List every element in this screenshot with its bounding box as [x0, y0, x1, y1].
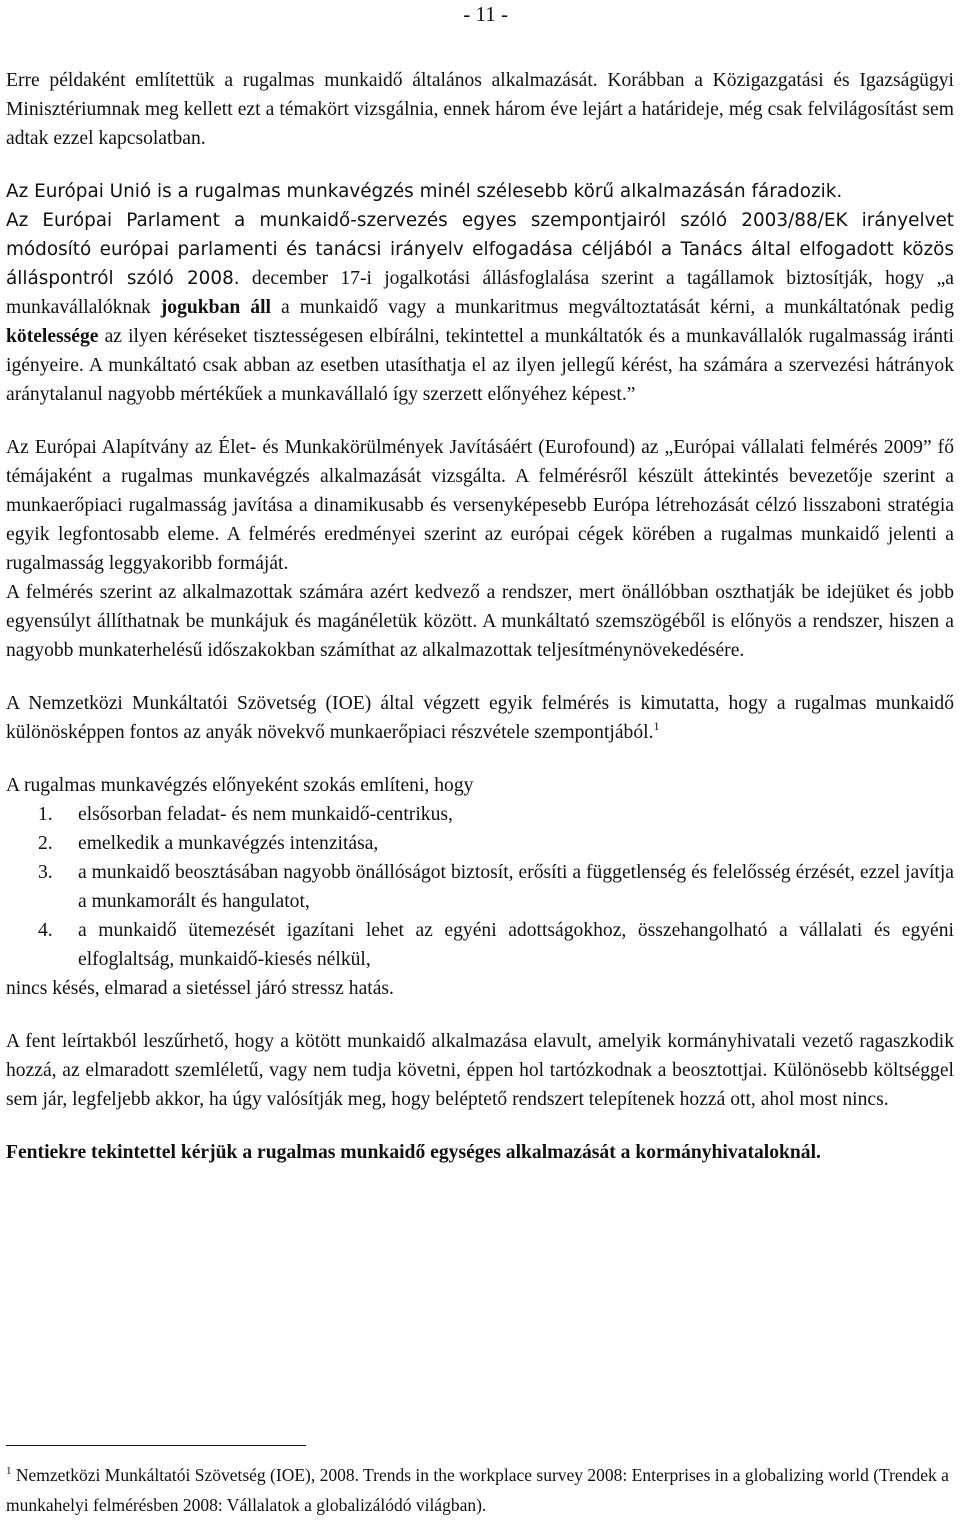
list-item-number: 3. [38, 862, 53, 883]
paragraph-3-part-d: az ilyen kéréseket tisztességesen elbírálni, tekintettel a munkáltatók és a munkavállalók rugalmasság iránti igényeire. A munkáltató csak abban az esetben utasíthatja el az ilyen jellegű kérést, ha számára a szervezési hátrányok aránytalanul nagyobb mértékűek a munkavállaló így szerzett előnyéhez képest.” [6, 326, 954, 405]
document-body [6, 66, 954, 1167]
list-conclusion: nincs késés, elmarad a sietéssel járó stressz hatás. [6, 978, 394, 999]
footnote-number: 1 [6, 1465, 12, 1477]
list-item-number: 4. [38, 920, 53, 941]
list-item-text: elsősorban feladat- és nem munkaidő-centrikus, [78, 804, 453, 825]
paragraph-6 [6, 689, 954, 747]
list-item [6, 858, 954, 916]
list-intro: A rugalmas munkavégzés előnyeként szokás említeni, hogy [6, 775, 474, 796]
paragraph-3-part-a: Az Európai Parlament a munkaidő-szervezés egyes szempontjairól szóló 2003/88/EK irányelvet módosító európai parlamenti és tanácsi irányelv elfogadása céljából a Tanács által elfogadott közös álláspontról szóló 2008. [6, 210, 954, 289]
paragraph-8: A fent leírtakból leszűrhető, hogy a kötött munkaidő alkalmazása elavult, amelyik kormányhivatali vezető ragaszkodik hozzá, az elmaradott szemléletű, vagy nem tudja követni, éppen hol tartózkodnak a beosztottjai. Különösebb költséggel sem jár, legfeljebb akkor, ha úgy valósítják meg, hogy beléptető rendszert telepítenek hozzá ott, ahol most nincs. [6, 1031, 954, 1110]
paragraph-2: Az Európai Unió is a rugalmas munkavégzés minél szélesebb körű alkalmazásán fáradozik. [6, 181, 843, 202]
closing-request [6, 1138, 954, 1167]
paragraph-3 [6, 206, 954, 409]
list-item-number: 1. [38, 804, 53, 825]
list-item [6, 916, 954, 974]
list-item-text: a munkaidő beosztásában nagyobb önállóságot biztosít, erősíti a függetlenség és felelősség érzését, ezzel javítja a munkamorált és hangulatot, [78, 862, 954, 912]
paragraph-3-bold-rights: jogukban áll [160, 297, 271, 318]
footnote [6, 1460, 954, 1520]
footnote-text-b: Trends in the workplace survey 2008: Enterprises in a globalizing world (Trendek a munkahelyi felmérésben 2008: Vállalatok a globalizálódó világban). [6, 1465, 949, 1515]
footnote-reference[interactable]: 1 [653, 719, 660, 733]
footnote-separator [6, 1445, 306, 1446]
paragraph-1: Erre példaként említettük a rugalmas munkaidő általános alkalmazását. Korábban a Közigazgatási és Igazságügyi Minisztériumnak meg kellett ezt a témakört vizsgálnia, ennek három éve lejárt a határideje, még csak felvilágosítást sem adtak ezzel kapcsolatban. [6, 70, 954, 149]
paragraph-3-part-b: december 17-i jogalkotási állásfoglalása szerint a tagállamok biztosítják, hogy „a munkavállalóknak [6, 268, 954, 318]
paragraph-3-part-c: a munkaidő vagy a munkaritmus megváltoztatását kérni, a munkáltatónak pedig [270, 297, 954, 318]
list-item [6, 800, 954, 829]
list-item-text: emelkedik a munkavégzés intenzitása, [78, 833, 379, 854]
page-number: - 11 - [463, 2, 508, 26]
footnote-text-a: Nemzetközi Munkáltatói Szövetség (IOE), 2008. [11, 1465, 359, 1485]
paragraph-4: Az Európai Alapítvány az Élet- és Munkakörülmények Javításáért (Eurofound) az „Európai vállalati felmérés 2009” fő témájaként a rugalmas munkavégzés alkalmazását vizsgálta. A felmérésről készült áttekintés bevezetője szerint a munkaerőpiaci rugalmasság javítása a dinamikusabb és versenyképesebb Európa létrehozását célzó lisszaboni stratégia egyik legfontosabb eleme. A felmérés eredményei szerint az európai cégek körében a rugalmas munkaidő jelenti a rugalmasság leggyakoribb formáját. [6, 437, 954, 574]
list-item-number: 2. [38, 833, 53, 854]
paragraph-5: A felmérés szerint az alkalmazottak számára azért kedvező a rendszer, mert önállóbban oszthatják be idejüket és jobb egyensúlyt állíthatnak be munkájuk és magánéletük között. A munkáltató szemszögéből is előnyös a rendszer, hiszen a nagyobb munkaterhelésű időszakokban számíthat az alkalmazottak teljesítménynövekedésére. [6, 582, 954, 661]
paragraph-3-bold-duty: kötelessége [6, 326, 99, 347]
list-item [6, 829, 954, 858]
paragraph-6-text: A Nemzetközi Munkáltatói Szövetség (IOE) által végzett egyik felmérés is kimutatta, hogy a rugalmas munkaidő különösképpen fontos az anyák növekvő munkaerőpiaci részvétele szempontjából. [6, 693, 954, 743]
closing-request-text: Fentiekre tekintettel kérjük a rugalmas munkaidő egységes alkalmazását a kormányhivataloknál. [6, 1142, 821, 1163]
list-item-text: a munkaidő ütemezését igazítani lehet az egyéni adottságokhoz, összehangolható a vállalati és egyéni elfoglaltság, munkaidő-kiesés nélkül, [78, 920, 954, 970]
advantages-list [6, 800, 954, 974]
